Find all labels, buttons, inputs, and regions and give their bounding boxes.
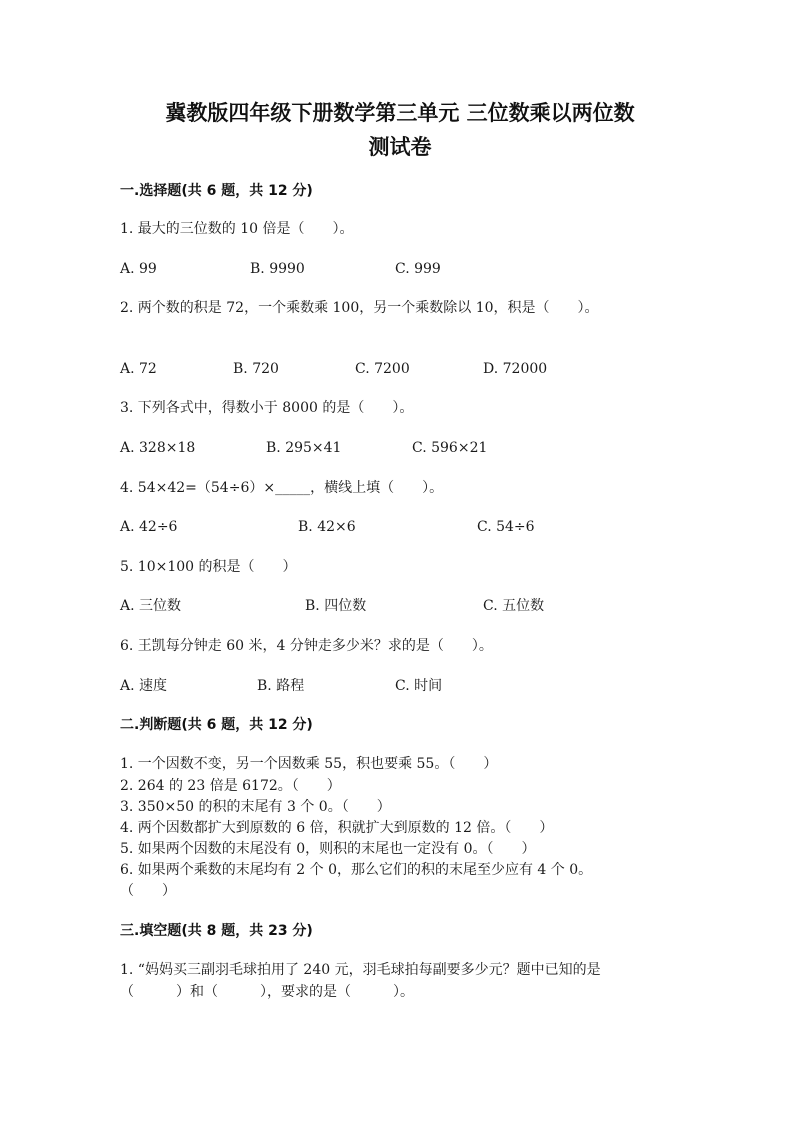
judgement-item-3: 3. 350×50 的积的末尾有 3 个 0。（ ）: [120, 799, 391, 815]
choice-q2-option-b: B. 720: [233, 361, 279, 377]
choice-q2-option-a: A. 72: [120, 361, 157, 377]
choice-question-5: 5. 10×100 的积是（ ）: [120, 559, 297, 575]
choice-q6-option-a: A. 速度: [120, 678, 168, 694]
section-heading-fill-blank: 三.填空题(共 8 题，共 23 分): [120, 923, 313, 939]
exam-title-line-1: 冀教版四年级下册数学第三单元 三位数乘以两位数: [165, 101, 635, 125]
choice-q3-option-a: A. 328×18: [120, 440, 196, 456]
judgement-item-6-continued: （ ）: [120, 883, 176, 899]
choice-q4-option-a: A. 42÷6: [120, 519, 178, 535]
fill-blank-question-1-continued: （ ）和（ ），要求的是（ ）。: [120, 984, 414, 1000]
choice-q2-option-d: D. 72000: [483, 361, 548, 377]
choice-question-1: 1. 最大的三位数的 10 倍是（ ）。: [120, 221, 354, 237]
exam-title-line-2: 测试卷: [368, 135, 432, 159]
choice-q1-option-b: B. 9990: [250, 261, 305, 277]
choice-q5-option-c: C. 五位数: [483, 598, 545, 614]
choice-q3-option-c: C. 596×21: [412, 440, 488, 456]
judgement-item-6: 6. 如果两个乘数的末尾均有 2 个 0，那么它们的积的末尾至少应有 4 个 0。: [120, 862, 593, 878]
choice-q6-option-c: C. 时间: [395, 678, 443, 694]
choice-q5-option-b: B. 四位数: [305, 598, 367, 614]
judgement-item-4: 4. 两个因数都扩大到原数的 6 倍，积就扩大到原数的 12 倍。（ ）: [120, 820, 554, 836]
choice-q1-option-c: C. 999: [395, 261, 441, 277]
judgement-item-1: 1. 一个因数不变，另一个因数乘 55，积也要乘 55。（ ）: [120, 756, 498, 772]
section-heading-choice: 一.选择题(共 6 题，共 12 分): [120, 183, 313, 199]
choice-q3-option-b: B. 295×41: [266, 440, 342, 456]
choice-q5-option-a: A. 三位数: [120, 598, 182, 614]
choice-question-2: 2. 两个数的积是 72，一个乘数乘 100，另一个乘数除以 10，积是（ ）。: [120, 300, 599, 316]
choice-q4-option-b: B. 42×6: [298, 519, 356, 535]
section-heading-judgement: 二.判断题(共 6 题，共 12 分): [120, 717, 313, 733]
judgement-item-2: 2. 264 的 23 倍是 6172。（ ）: [120, 778, 341, 794]
judgement-item-5: 5. 如果两个因数的末尾没有 0，则积的末尾也一定没有 0。（ ）: [120, 841, 536, 857]
choice-q4-option-c: C. 54÷6: [477, 519, 535, 535]
choice-q1-option-a: A. 99: [120, 261, 157, 277]
choice-question-4: 4. 54×42=（54÷6）×_____，横线上填（ ）。: [120, 480, 444, 496]
choice-q2-option-c: C. 7200: [355, 361, 410, 377]
choice-question-3: 3. 下列各式中，得数小于 8000 的是（ ）。: [120, 400, 414, 416]
choice-question-6: 6. 王凯每分钟走 60 米，4 分钟走多少米？求的是（ ）。: [120, 638, 493, 654]
choice-q6-option-b: B. 路程: [257, 678, 305, 694]
fill-blank-question-1: 1. “妈妈买三副羽毛球拍用了 240 元，羽毛球拍每副要多少元？题中已知的是: [120, 962, 601, 978]
